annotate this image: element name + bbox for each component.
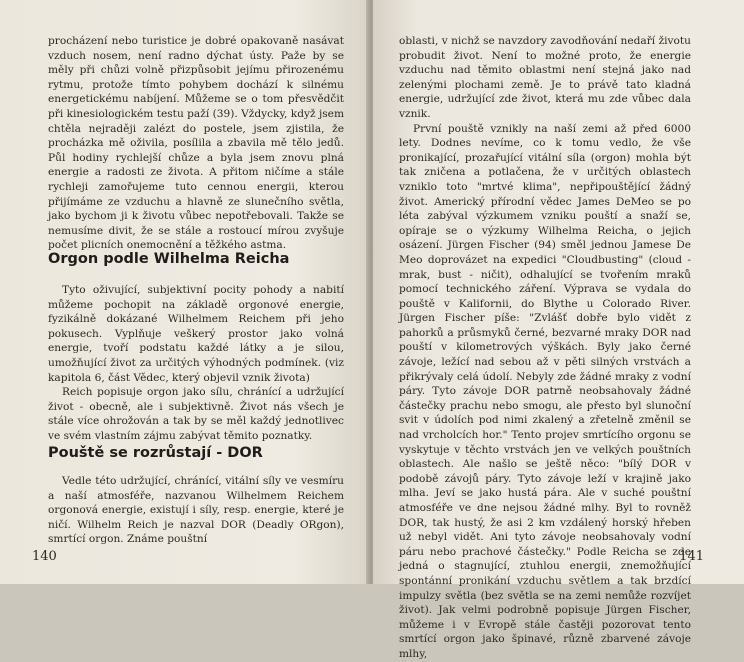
left-paragraph-4 [48, 474, 344, 547]
right-page [373, 0, 744, 660]
left-paragraph-2 [48, 283, 344, 444]
text-block: Reich popisuje orgon jako sílu, chránící a udržující život - obecně, ale i subjektivně. Život nás všech je stále více ohrožován a tak by se měl každý jednotlivec ve svém vlastním zájmu zabývat těmito poznatky. [48, 386, 344, 442]
page-number-left: 140 [32, 549, 57, 564]
right-paragraph-1 [399, 34, 691, 662]
text-block: oblasti, v nichž se navzdory zavodňování nedaří životu probudit život. Není to možné proto, že energie vzduchu nad těmito oblastmi není stejná jako nad zelenými plochami země. Je to právě tato kladná energie, udržující zde život, která mu zde vůbec dala vznik. [399, 35, 691, 120]
left-paragraph-1 [48, 34, 344, 253]
section-heading-deserts: Pouště se rozrůstají - DOR [48, 445, 263, 461]
text-block: procházení nebo turistice je dobré opakovaně nasávat vzduch nosem, není radno dýchat ústy. Paže by se měly při chůzi volně přizpůsobit jejímu přirozenému rytmu, protože tímto pohybem dochází k silnému energetickému nabíjení. Můžeme se o tom přesvědčit při kinesiologickém testu paží (39). Vždycky, když jsem chtěla nejraději zalézt do postele, jsem zjistila, že procházka mě oživila, posílila a zbavila mě tělo jedů. Půl hodiny rychlejší chůze a byla jsem znovu plná energie a radosti ze života. A přitom ničíme a stále rychleji zamořujeme tuto cennou energii, kterou přijímáme ze vzduchu a hlavně ze slunečního světla, jako bychom ji k životu vůbec nepotřebovali. Takže se nemusíme divit, že se stále a rostoucí mírou zvyšuje počet plicních onemocnění a těžkého astma. [48, 35, 344, 252]
left-page [0, 0, 369, 584]
section-heading-orgon: Orgon podle Wilhelma Reicha [48, 251, 290, 267]
page-number-right: 141 [679, 549, 704, 564]
text-block: První pouště vznikly na naší zemi až před 6000 lety. Dodnes nevíme, co k tomu vedlo, že vše pronikající, prozařující vitální síla (orgon) mohla být tak zničena a potlačena, že v určitých oblastech vzniklo toto "mrtvé klima", nepřipouštějící žádný život. Americký přírodní vědec James DeMeo se po léta zabýval výzkumem vzniku pouští a snaží se, opíraje se o výzkumy Wilhelma Reicha, o jejich osázení. Jürgen Fischer (94) směl jednou Jamese De Meo doprovázet na expedici "Cloudbusting" (cloud - mrak, bust - ničit), odhalující se tvořením mraků pomocí technického záření. Výprava se vydala do pouště v Kalifornii, do Blythe u Colorado River. Jürgen Fischer píše: "Zvlášť dobře bylo vidět z pahorků a průsmyků černé, bezvarné mraky DOR nad pouští v kilometrových výškách. Byly jako černé závoje, ležící nad sebou až v pěti silných vrstvách a přikrývaly celá údolí. Nebyly zde žádné mraky z vodní páry. Tyto závoje DOR patrně neobsahovaly žádné částečky prachu nebo smogu, ale přesto byl slunoční svit v údolích pod nimi zkalený a zřetelně změnil se nad vrcholcích hor." Tento projev smrtícího orgonu se vyskytuje v těchto vrstvách jen ve velkých pouštních oblastech. Ale našlo se ještě něco: "bílý DOR v podobě závojů páry. Tyto závoje leží v krajině jako mlha. Jeví se jako hustá pára. Ale v suché pouštní atmosféře ve dne nejsou žádné mlhy. Byl to rovněž DOR, tak hustý, že asi 2 km vzdálený horský hřeben už nebyl vidět. Ani tyto závoje neobsahovaly vodní páru nebo prachové částečky." Podle Reicha se zde jedná o stagnující, ztuhlou energii, znemožňující spontánní pronikání vzduchu světlem a tak brzdící impulzy světla (bez světla se na zemi nemůže rozvíjet život). Jak velmi podrobně popisuje Jürgen Fischer, můžeme i v Evropě stále častěji pozorovat tento smrtící orgon jako špinavé, různě zbarvené závoje mlhy, [399, 122, 691, 660]
text-block: Tyto oživující, subjektivní pocity pohody a nabití můžeme pochopit na základě orgonové energie, fyzikálně dokázané Wilhelmem Reichem při jeho pokusech. Vyplňuje veškerý prostor jako volná energie, tvoří podstatu každé látky a je silou, umožňující život za určitých výhodných podmínek. (viz kapitola 6, část Vědec, který objevil vznik života) [48, 284, 344, 384]
text-block: Vedle této udržující, chránící, vitální síly ve vesmíru a naší atmosféře, nazvanou Wilhelmem Reichem orgonová energie, existují i síly, resp. energie, které je ničí. Wilhelm Reich je nazval DOR (Deadly ORgon), smrtící orgon. Známe pouštní [48, 475, 344, 546]
